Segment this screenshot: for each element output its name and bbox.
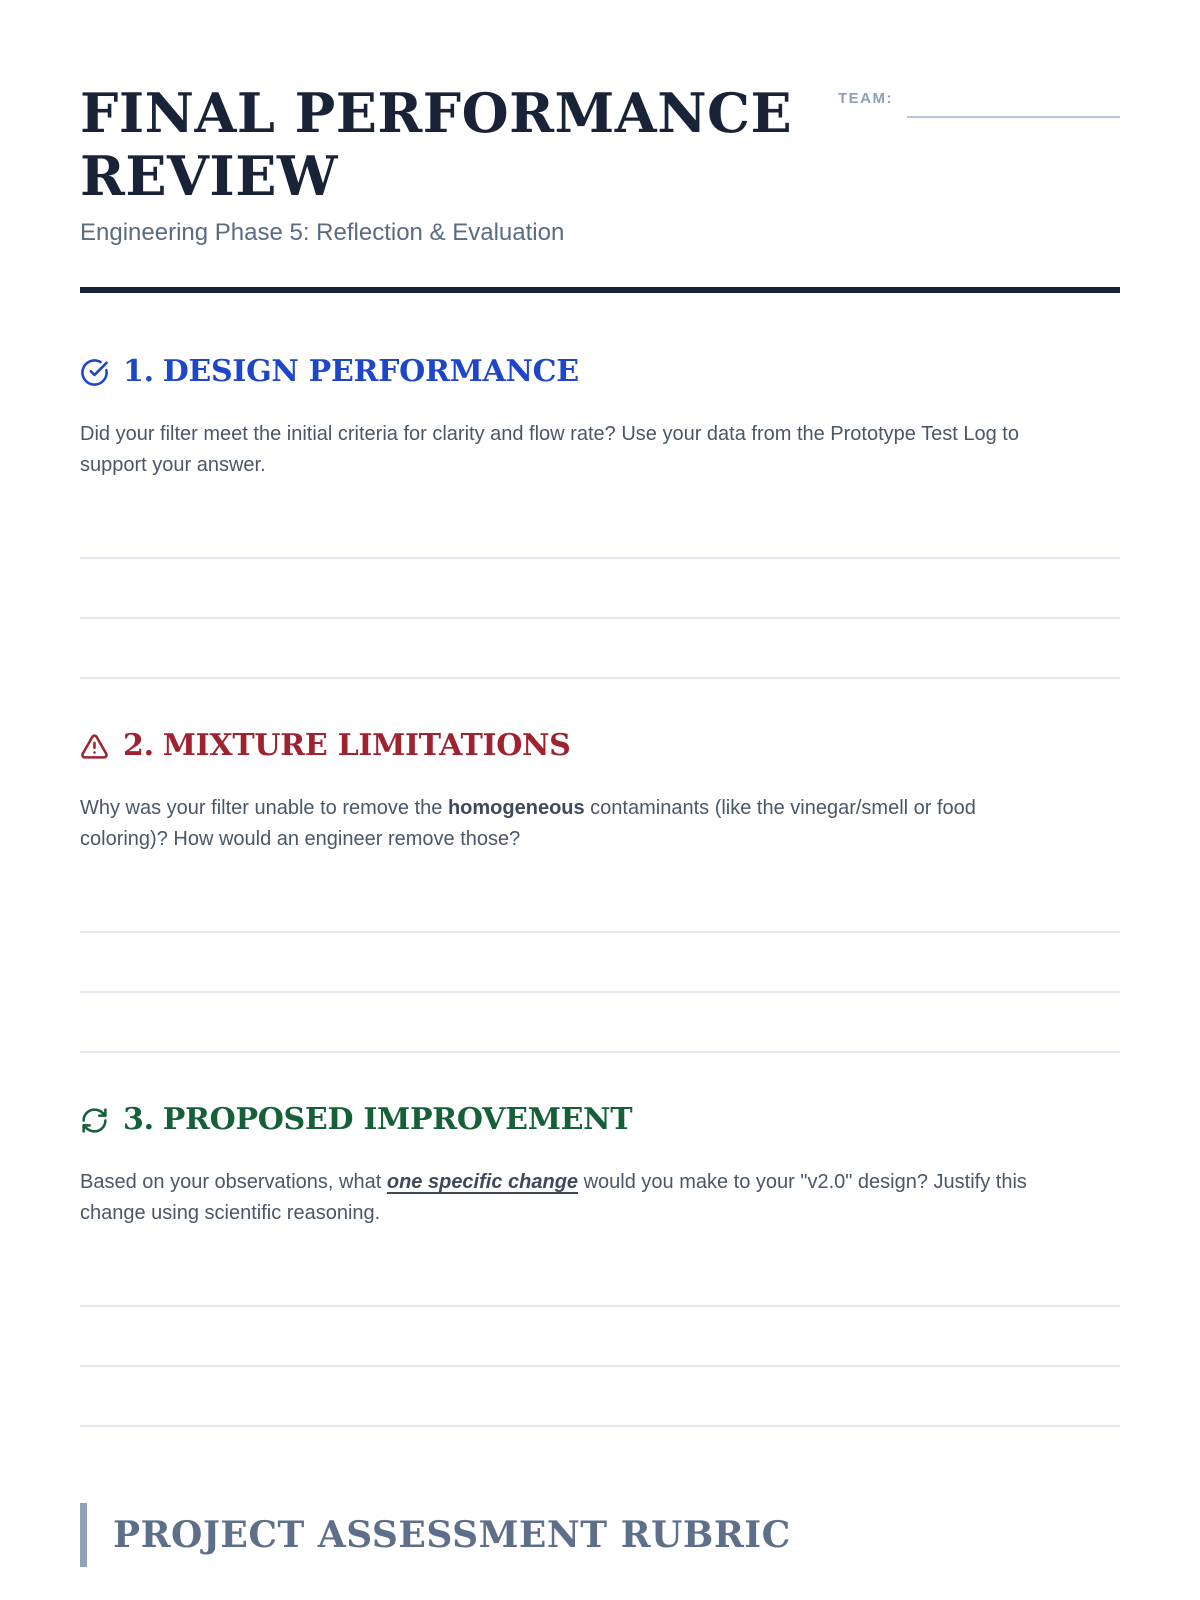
section-number: 2. [123,728,154,763]
section-heading [80,1101,1120,1139]
question-text [80,419,1030,481]
page-title-line2: REVIEW [80,144,338,208]
answer-line[interactable] [80,1425,1120,1427]
section-title: DESIGN PERFORMANCE [162,354,579,389]
question-text-part: Why was your filter unable to remove the [80,797,448,819]
question-text-part: homogeneous [447,797,585,819]
answer-line[interactable] [80,931,1120,933]
answer-line[interactable] [80,1365,1120,1367]
page-header [80,82,1120,293]
question-text-part: Based on your observations, what [80,1171,387,1193]
answer-line[interactable] [80,1305,1120,1307]
page-title-line1: FINAL PERFORMANCE [80,81,793,145]
section-title: MIXTURE LIMITATIONS [162,728,571,763]
question-text-part: contaminants (like the vinegar/smell or food coloring)? How would an engineer remove those? [80,797,976,850]
answer-area [80,931,1120,1053]
answer-area [80,557,1120,679]
section-mixture-limitations [80,727,1120,1053]
question-text [80,793,1030,855]
check-circle-icon [80,358,109,387]
section-number: 1. [123,354,154,389]
answer-area [80,1305,1120,1427]
answer-line[interactable] [80,557,1120,559]
section-number: 3. [123,1102,154,1137]
alert-triangle-icon [80,732,109,761]
section-heading [80,353,1120,391]
answer-line[interactable] [80,1051,1120,1053]
section-heading [80,727,1120,765]
answer-line[interactable] [80,617,1120,619]
section-title: PROPOSED IMPROVEMENT [162,1102,633,1137]
rubric-section-title: PROJECT ASSESSMENT RUBRIC [80,1503,1120,1567]
header-divider [80,287,1120,293]
refresh-icon [80,1106,109,1135]
question-text [80,1167,1030,1229]
team-field [838,88,1120,118]
question-text-part: one specific change [386,1171,579,1193]
team-label: TEAM: [838,90,893,107]
page-subtitle: Engineering Phase 5: Reflection & Evaluation [80,219,565,246]
answer-line[interactable] [80,991,1120,993]
question-text-part: would you make to your "v2.0" design? Justify this change using scientific reasoning. [80,1171,1027,1224]
worksheet-page [0,82,1200,1600]
section-proposed-improvement [80,1101,1120,1427]
question-text-part: Did your filter meet the initial criteria for clarity and flow rate? Use your data from the Prototype Test Log to support your answer. [80,423,1019,476]
team-name-blank[interactable] [907,88,1120,118]
answer-line[interactable] [80,677,1120,679]
section-design-performance [80,353,1120,679]
